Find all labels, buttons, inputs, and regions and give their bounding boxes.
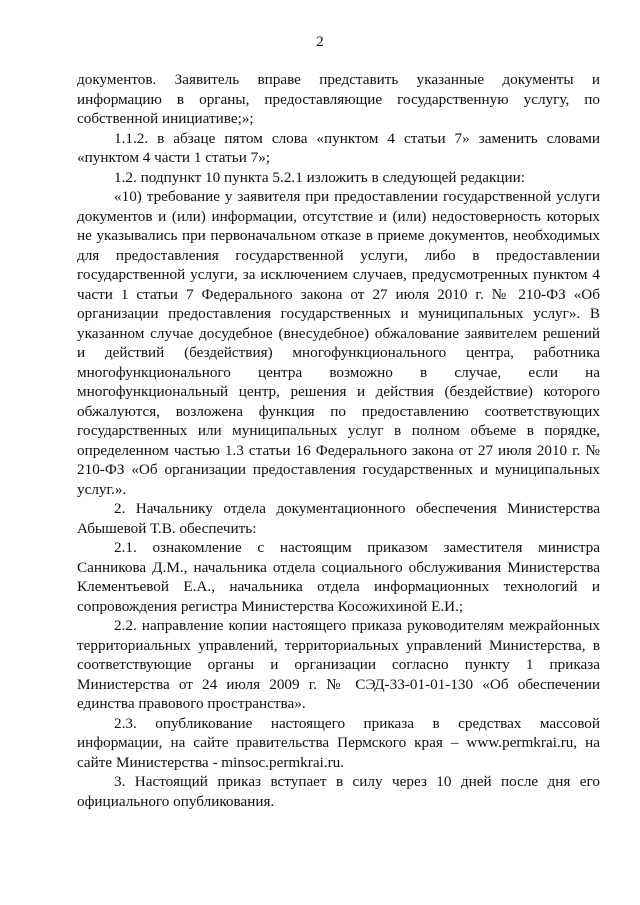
paragraph: «10) требование у заявителя при предоставлении государственной услуги документов и (или) информации, отсутствие и (или) недостоверность которых не указывались при первоначальном отказе в приеме документов, необходимых для предоставления государственной услуги, либо в предоставлении государственной услуги, за исключением случаев, предусмотренных пунктом 4 части 1 статьи 7 Федерального закона от 27 июля 2010 г. № 210-ФЗ «Об организации предоставления государственных и муниципальных услуг». В указанном случае досудебное (внесудебное) обжалование заявителем решений и действий (бездействия) многофункционального центра, работника многофункционального центра возможно в случае, если на многофункциональный центр, решения и действия (бездействие) которого обжалуются, возложена функция по предоставлению соответствующих государственных или муниципальных услуг в полном объеме в порядке, определенном частью 1.3 статьи 16 Федерального закона от 27 июля 2010 г. № 210-ФЗ «Об организации предоставления государственных и муниципальных услуг.».: [77, 188, 600, 498]
paragraph: 2.3. опубликование настоящего приказа в средствах массовой информации, на сайте правительства Пермского края – www.permkrai.ru, на сайте Министерства - minsoc.permkrai.ru.: [77, 714, 600, 771]
document-body: [77, 70, 600, 811]
page-number: 2: [316, 34, 324, 50]
paragraph: 3. Настоящий приказ вступает в силу через 10 дней после дня его официального опубликования.: [77, 773, 600, 810]
paragraph: 1.1.2. в абзаце пятом слова «пунктом 4 статьи 7» заменить словами «пунктом 4 части 1 статьи 7»;: [77, 129, 600, 166]
paragraph: 2.1. ознакомление с настоящим приказом заместителя министра Санникова Д.М., начальника отдела социального обслуживания Министерства Клементьевой Е.А., начальника отдела информационных технологий и сопровождения регистра Министерства Косожихиной Е.И.;: [77, 539, 600, 615]
paragraph: документов. Заявитель вправе представить указанные документы и информацию в органы, предоставляющие государственную услугу, по собственной инициативе;»;: [77, 71, 600, 127]
paragraph: 1.2. подпункт 10 пункта 5.2.1 изложить в следующей редакции:: [114, 168, 525, 186]
paragraph: 2. Начальнику отдела документационного обеспечения Министерства Абышевой Т.В. обеспечить:: [77, 500, 600, 537]
paragraph: 2.2. направление копии настоящего приказа руководителям межрайонных территориальных управлений, территориальных управлений Министерства, в соответствующие органы и организации согласно пункту 1 приказа Министерства от 24 июля 2009 г. № СЭД-33-01-01-130 «Об обеспечении единства правового пространства».: [77, 617, 600, 712]
